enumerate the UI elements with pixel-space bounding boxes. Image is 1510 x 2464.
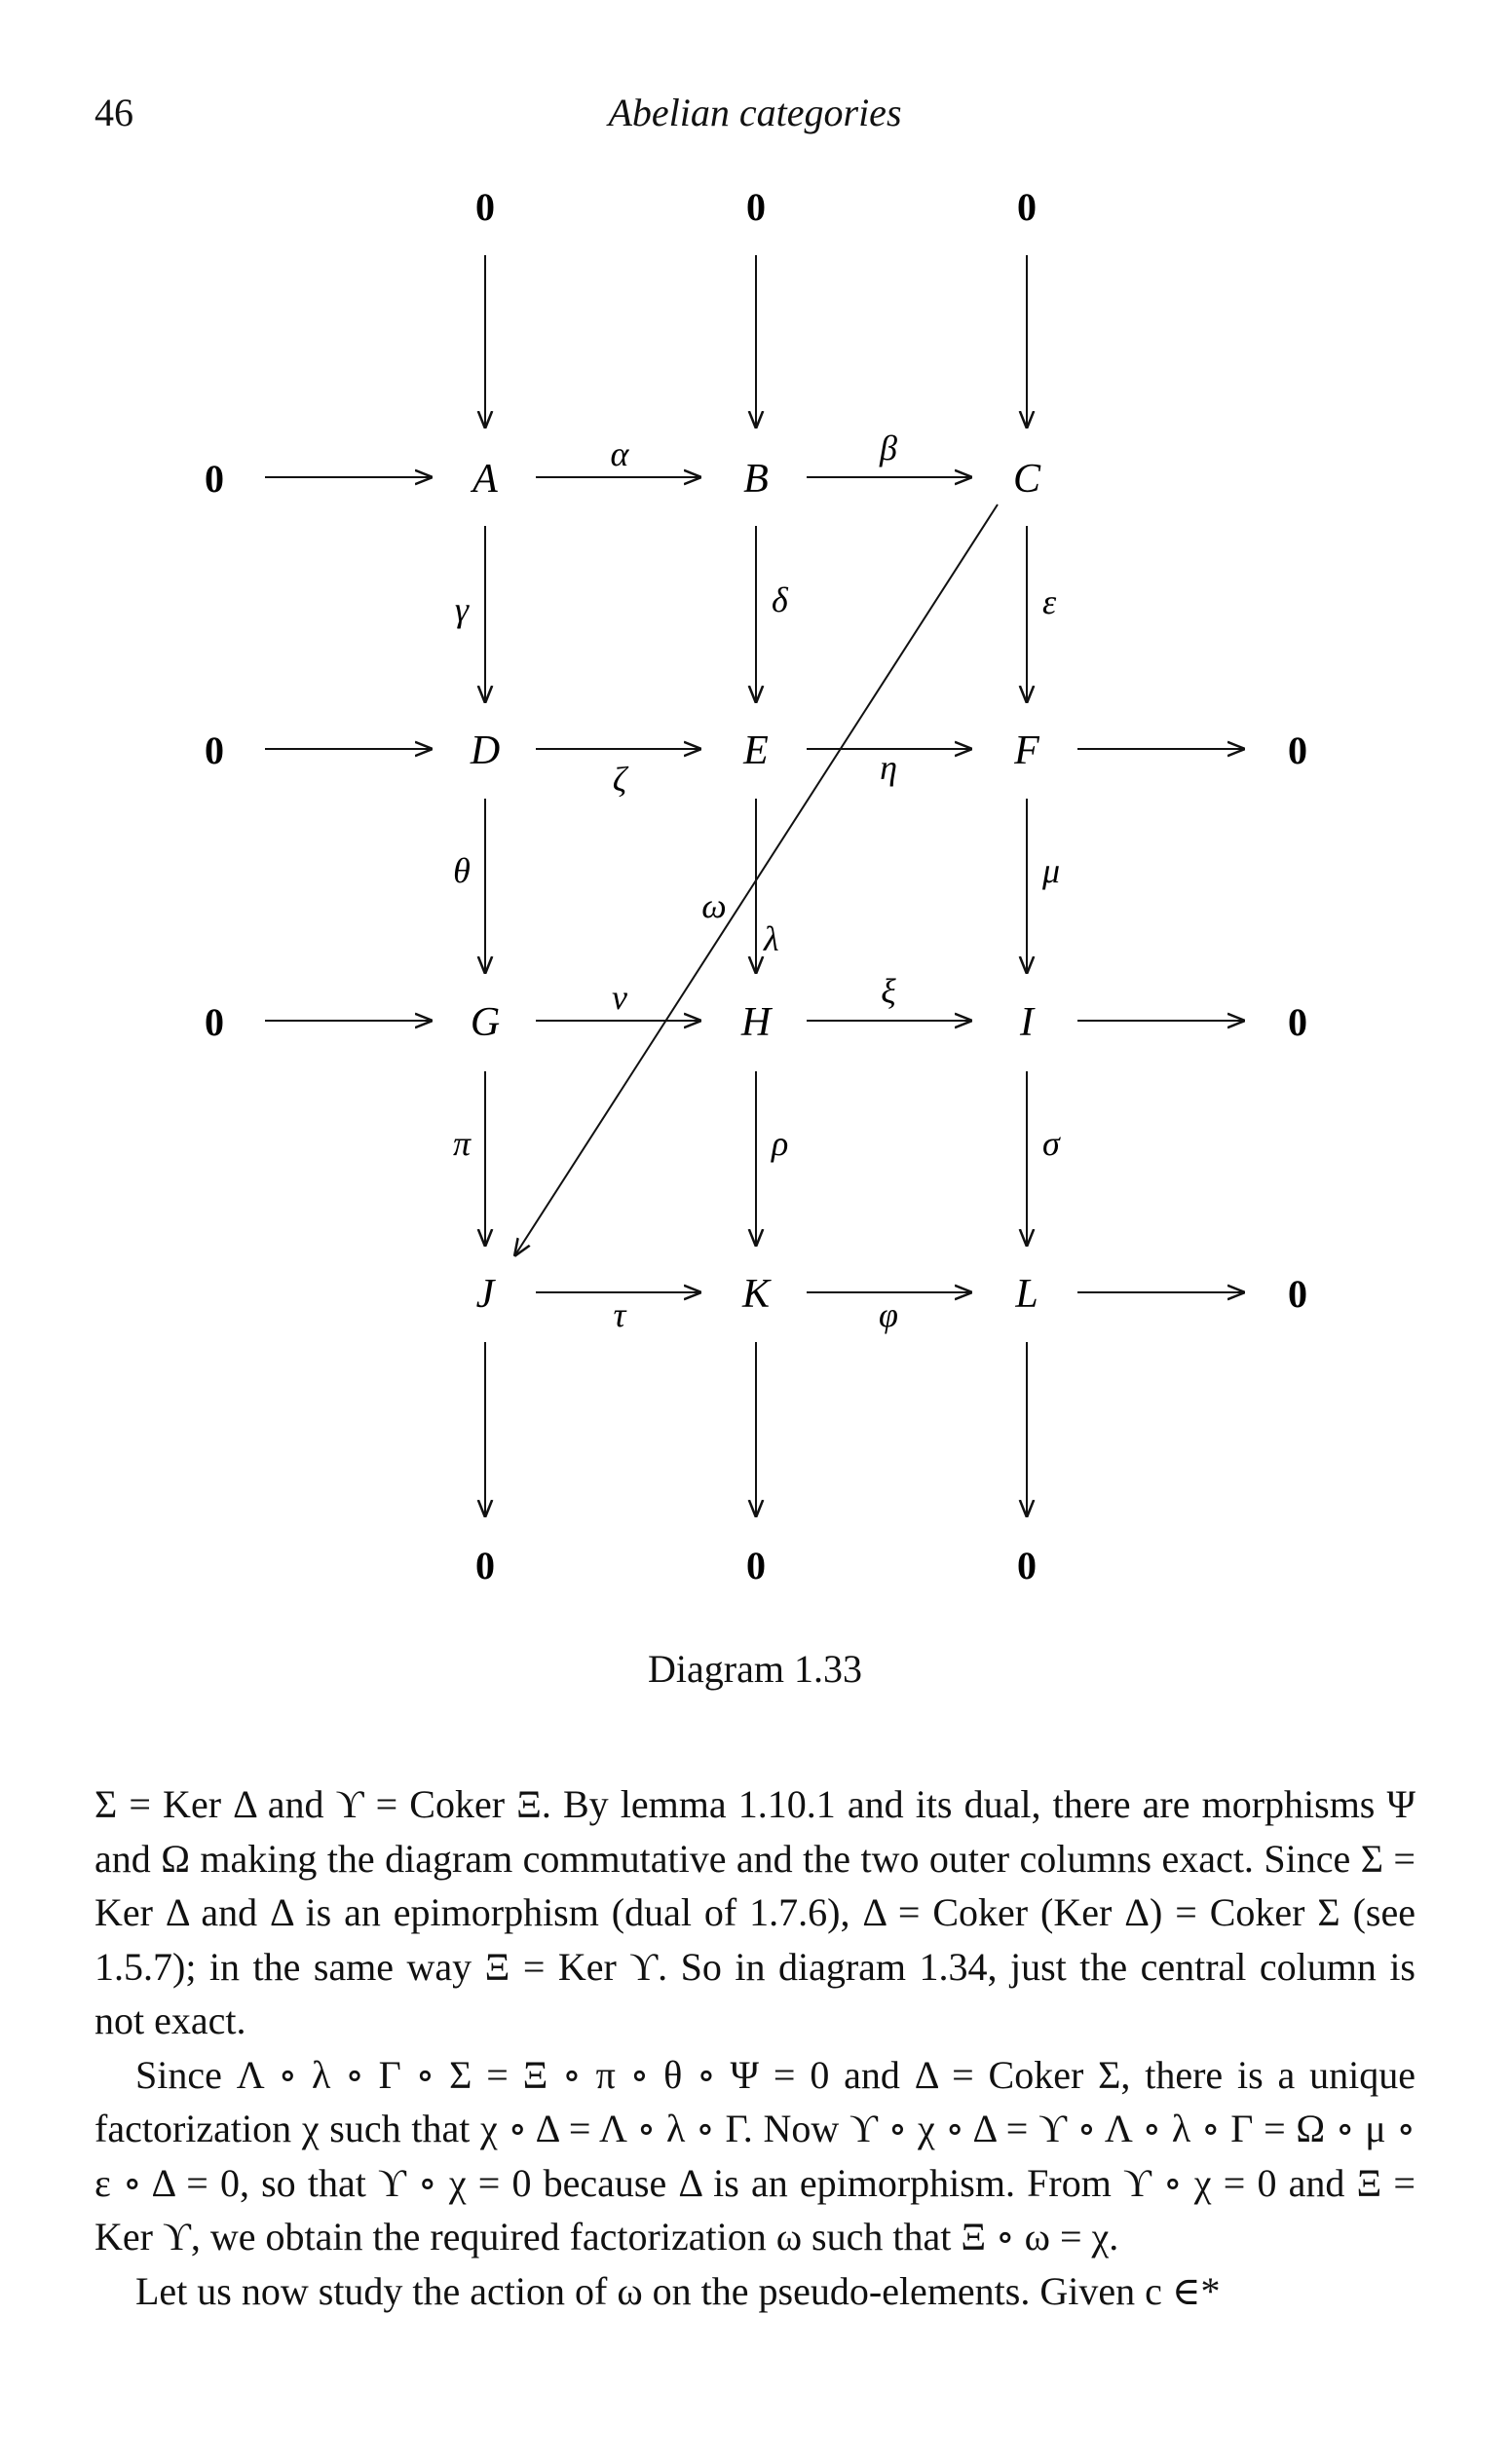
label-sigma: σ bbox=[1042, 1124, 1060, 1163]
object-H: H bbox=[740, 1000, 772, 1045]
label-varphi: φ bbox=[879, 1295, 898, 1334]
label-pi: π bbox=[452, 1124, 472, 1163]
label-alpha: α bbox=[610, 434, 629, 473]
object-J: J bbox=[475, 1272, 495, 1317]
paragraph-3: Let us now study the action of ω on the pseudo-elements. Given c ∈* bbox=[135, 2268, 1221, 2313]
zero-top-2: 0 bbox=[746, 185, 766, 229]
zero-right-row2: 0 bbox=[1288, 728, 1307, 772]
zero-right-row3: 0 bbox=[1288, 1000, 1307, 1044]
object-L: L bbox=[1015, 1272, 1038, 1317]
object-I: I bbox=[1020, 1000, 1034, 1045]
label-omega: ω bbox=[701, 886, 727, 925]
label-tau: τ bbox=[613, 1295, 626, 1334]
label-mu: μ bbox=[1042, 851, 1061, 890]
label-beta: β bbox=[880, 429, 897, 467]
object-B: B bbox=[743, 457, 769, 502]
object-K: K bbox=[741, 1272, 771, 1317]
zero-top-3: 0 bbox=[1017, 185, 1037, 229]
zero-right-row4: 0 bbox=[1288, 1272, 1307, 1316]
object-G: G bbox=[470, 1000, 501, 1045]
zero-bottom-2: 0 bbox=[746, 1544, 766, 1587]
label-xi: ξ bbox=[881, 972, 896, 1011]
zero-left-row1: 0 bbox=[205, 457, 224, 501]
zero-left-row2: 0 bbox=[205, 728, 224, 772]
running-head: Abelian categories bbox=[608, 91, 902, 134]
label-lambda: λ bbox=[764, 919, 779, 958]
label-delta: δ bbox=[772, 580, 788, 619]
paragraph-1: Σ = Ker Δ and ϒ = Coker Ξ. By lemma 1.10.1 and its dual, there are morphisms Ψ and Ω making the diagram commutative and the two outer columns exact. Since Σ = Ker Δ and Δ is an epimorphism (dual of 1.7.6), Δ = Coker (Ker Δ) = Coker Σ (see 1.5.7); in the same way Ξ = Ker ϒ. So in diagram 1.34, just the central column is not exact. bbox=[94, 1782, 1416, 2042]
zero-bottom-3: 0 bbox=[1017, 1544, 1037, 1587]
object-F: F bbox=[1014, 728, 1039, 773]
body-text bbox=[94, 1777, 1416, 2318]
object-A: A bbox=[472, 457, 498, 502]
label-epsilon: ε bbox=[1042, 582, 1057, 621]
object-E: E bbox=[743, 728, 769, 773]
label-rho: ρ bbox=[772, 1124, 789, 1163]
label-zeta: ζ bbox=[612, 760, 627, 799]
label-gamma: γ bbox=[454, 590, 470, 629]
label-nu: ν bbox=[612, 978, 627, 1017]
zero-bottom-1: 0 bbox=[475, 1544, 495, 1587]
zero-top-1: 0 bbox=[475, 185, 495, 229]
label-eta: η bbox=[880, 748, 897, 787]
page-number: 46 bbox=[94, 91, 133, 134]
label-theta: θ bbox=[453, 851, 471, 890]
zero-left-row3: 0 bbox=[205, 1000, 224, 1044]
object-C: C bbox=[1012, 457, 1041, 502]
paragraph-2: Since Λ ∘ λ ∘ Γ ∘ Σ = Ξ ∘ π ∘ θ ∘ Ψ = 0 and Δ = Coker Σ, there is a unique factorization χ such that χ ∘ Δ = Λ ∘ λ ∘ Γ. Now ϒ ∘ χ ∘ Δ = ϒ ∘ Λ ∘ λ ∘ Γ = Ω ∘ μ ∘ ε ∘ Δ = 0, so that ϒ ∘ χ = 0 because Δ is an epimorphism. From ϒ ∘ χ = 0 and Ξ = Ker ϒ, we obtain the required factorization ω such that Ξ ∘ ω = χ. bbox=[94, 2052, 1416, 2259]
diagram-caption: Diagram 1.33 bbox=[648, 1647, 862, 1691]
object-D: D bbox=[470, 728, 501, 773]
